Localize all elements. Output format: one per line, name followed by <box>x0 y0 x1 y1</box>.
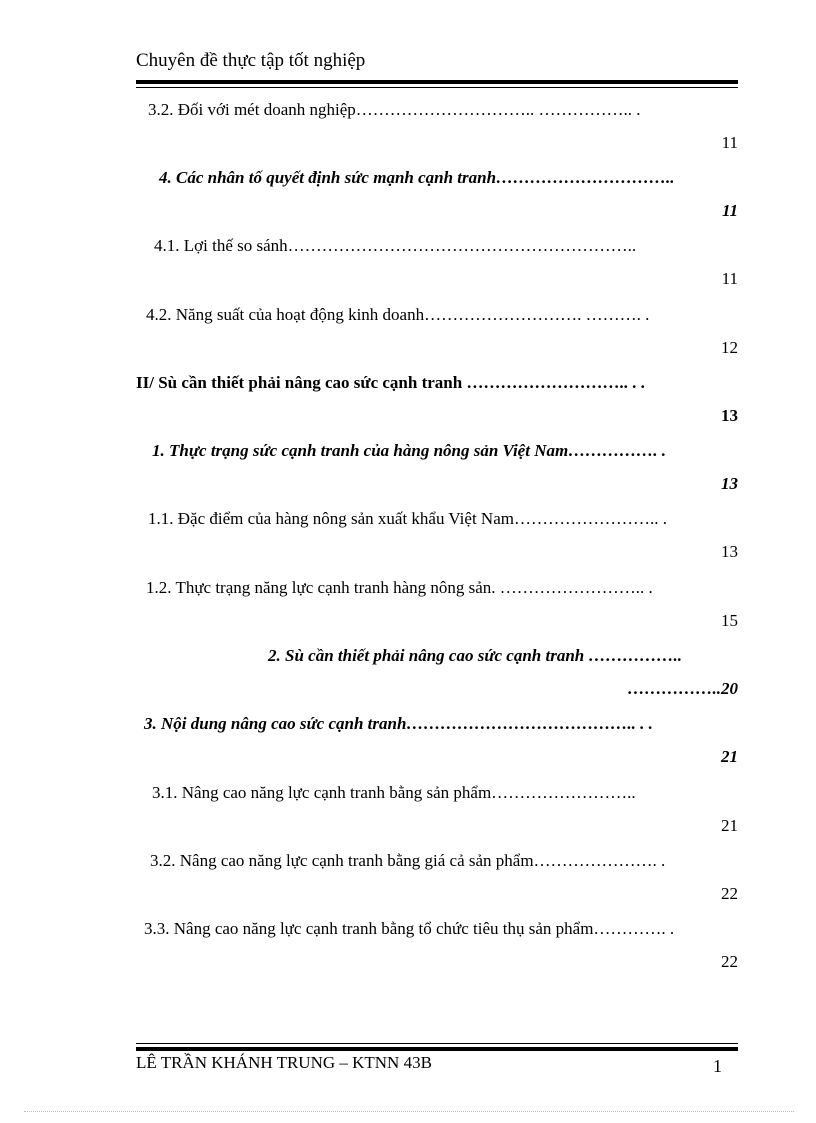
toc-entry <box>136 305 738 361</box>
toc-entry-page: 22 <box>721 884 738 903</box>
header-title: Chuyên đề thực tập tốt nghiệp <box>136 50 366 71</box>
toc-entry <box>136 783 738 839</box>
header-rule-thin <box>136 87 738 88</box>
toc-entry-page: 21 <box>721 747 738 766</box>
toc-entry-page: 21 <box>721 816 738 835</box>
toc-entry-text: 2. Sù cần thiết phải nâng cao sức cạnh tranh …………….. <box>268 646 683 665</box>
toc-entry-page: 13 <box>721 474 738 493</box>
toc-entry <box>136 714 738 770</box>
footer-author: LÊ TRẦN KHÁNH TRUNG – KTNN 43B <box>136 1053 432 1072</box>
toc-entry-page: 13 <box>721 542 738 561</box>
header-rule-thick <box>136 80 738 84</box>
toc-entry-page: 12 <box>721 338 738 357</box>
toc-entry-text: 3.2. Nâng cao năng lực cạnh tranh bằng giá cả sản phẩm…………………. . <box>150 851 666 870</box>
toc-entry-text: 4.2. Năng suất của hoạt động kinh doanh………………………. ………. . <box>146 305 650 324</box>
toc-entry-page: ……………..20 <box>627 679 738 698</box>
toc-entry-page: 15 <box>721 611 738 630</box>
toc-entry-text: 4.1. Lợi thế so sánh…………………………………………………….. <box>154 236 637 255</box>
toc-entry-text: 1.2. Thực trạng năng lực cạnh tranh hàng nông sản. …………………….. . <box>146 578 653 597</box>
toc-entry-text: 3.2. Đối với mét doanh nghiệp………………………….. …………….. . <box>148 100 641 119</box>
toc-entry <box>136 236 738 292</box>
toc-entry <box>136 100 738 156</box>
footer-page-number: 1 <box>713 1056 722 1076</box>
toc-entry-page: 13 <box>721 406 738 425</box>
toc-entry <box>136 851 738 907</box>
toc-entry-text: 3.1. Nâng cao năng lực cạnh tranh bằng sản phẩm…………………….. <box>152 783 636 802</box>
toc-entry <box>136 509 738 565</box>
toc-entry <box>136 919 738 975</box>
toc-entry-text: 1.1. Đặc điểm của hàng nông sản xuất khẩu Việt Nam…………………….. . <box>148 509 667 528</box>
toc-entry <box>136 646 738 702</box>
toc-entry-page: 11 <box>721 133 738 152</box>
page-bottom-border <box>24 1111 794 1112</box>
toc-entry-text: 3. Nội dung nâng cao sức cạnh tranh………………………………….. . . <box>144 714 653 733</box>
toc-entry <box>136 373 738 429</box>
toc-entry-page: 22 <box>721 952 738 971</box>
toc-entry-page: 11 <box>721 269 738 288</box>
toc-entry <box>136 441 738 497</box>
toc-entry-text: 1. Thực trạng sức cạnh tranh của hàng nông sản Việt Nam……………. . <box>152 441 666 460</box>
footer-rule-thick <box>136 1047 738 1051</box>
toc-entry <box>136 578 738 634</box>
toc-entry-page: 11 <box>721 201 738 220</box>
toc-entry-text: 4. Các nhân tố quyết định sức mạnh cạnh tranh………………………….. <box>159 168 675 187</box>
footer-rule-thin <box>136 1043 738 1044</box>
toc-entry-text: II/ Sù cần thiết phải nâng cao sức cạnh tranh ……………………….. . . <box>136 373 645 392</box>
toc-entry-text: 3.3. Nâng cao năng lực cạnh tranh bằng tổ chức tiêu thụ sản phẩm…………. . <box>144 919 675 938</box>
toc-entry <box>136 168 738 224</box>
